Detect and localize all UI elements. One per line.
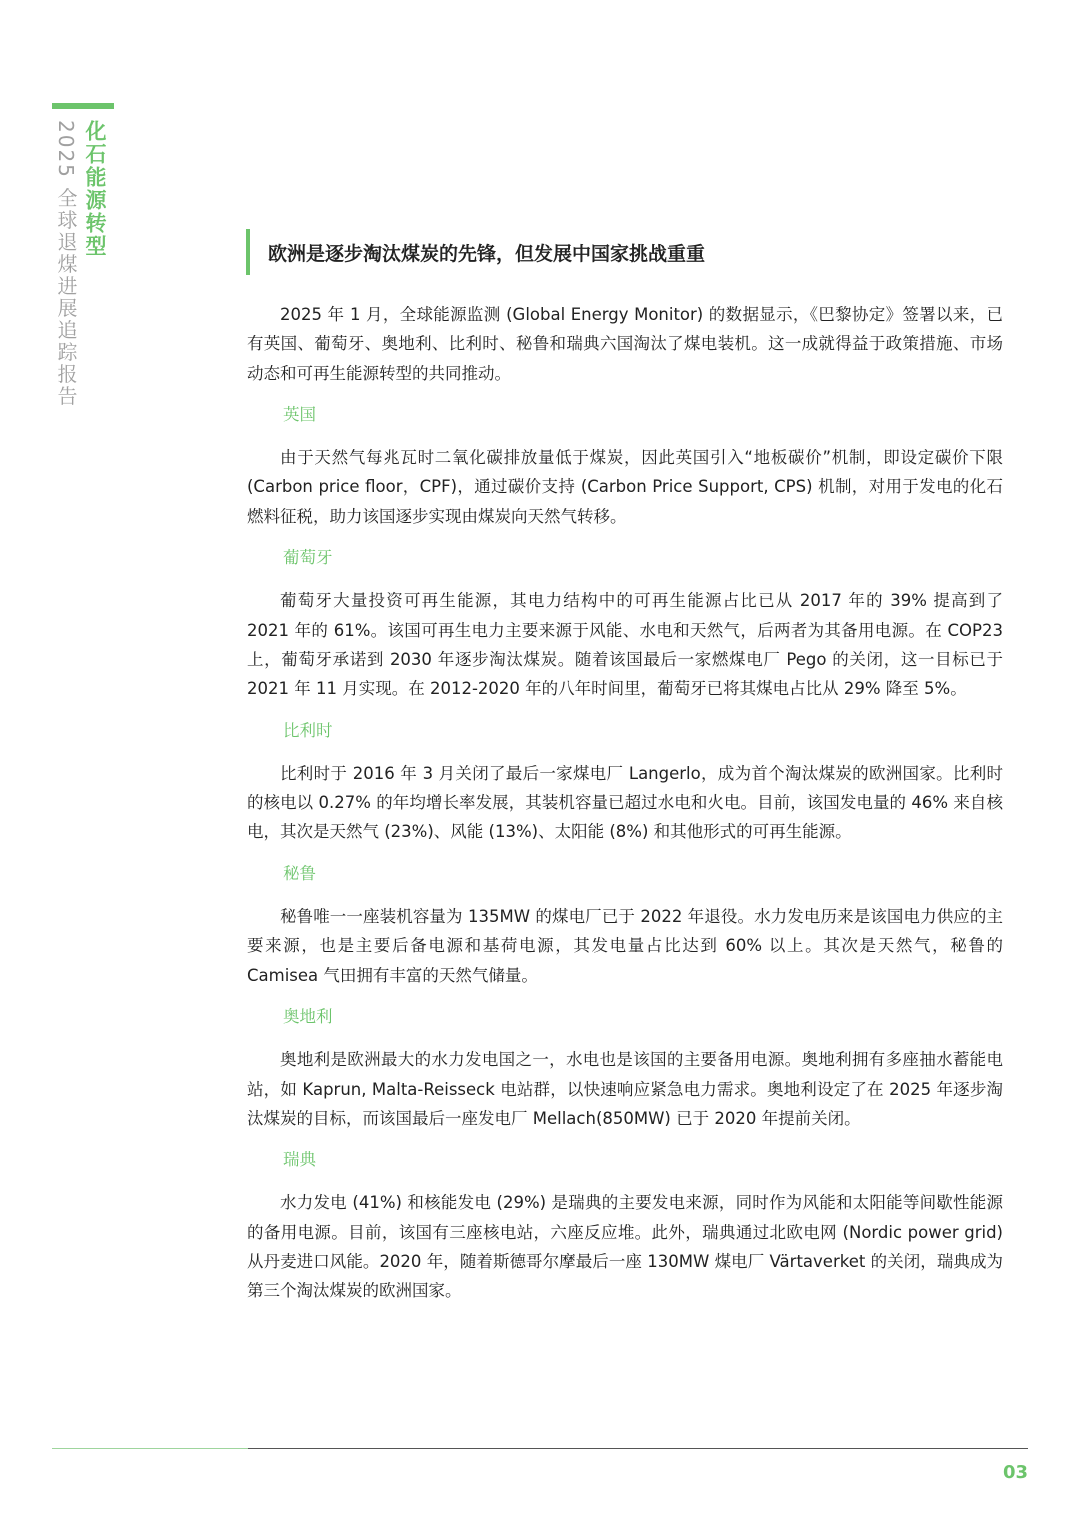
sidebar-report-title: 2025 全球退煤进展追踪报告 [54, 120, 78, 408]
section-heading: 欧洲是逐步淘汰煤炭的先锋，但发展中国家挑战重重 [246, 229, 705, 275]
country-paragraph-portugal: 葡萄牙大量投资可再生能源，其电力结构中的可再生能源占比已从 2017 年的 39% 提高到了 2021 年的 61%。该国可再生电力主要来源于风能、水电和天然气，后两者为其备用电源。在 COP23 上，葡萄牙承诺到 2030 年逐步淘汰煤炭。随着该国最后一家燃煤电厂 Pego 的关闭，这一目标已于 2021 年 11 月实现。在 2012-2020 年的八年时间里，葡萄牙已将其煤电占比从 29% 降至 5%。 [247, 591, 1003, 699]
sidebar-accent-bar [52, 103, 114, 109]
country-heading-austria: 奥地利 [283, 1006, 333, 1026]
country-heading-uk: 英国 [283, 404, 316, 424]
country-heading-portugal: 葡萄牙 [283, 548, 333, 568]
country-paragraph-peru: 秘鲁唯一一座装机容量为 135MW 的煤电厂已于 2022 年退役。水力发电历来是该国电力供应的主要来源，也是主要后备电源和基荷电源，其发电量占比达到 60% 以上。其次是天然气，秘鲁的 Camisea 气田拥有丰富的天然气储量。 [247, 907, 1003, 985]
article-body [247, 300, 1003, 1306]
country-paragraph-belgium: 比利时于 2016 年 3 月关闭了最后一家煤电厂 Langerlo，成为首个淘汰煤炭的欧洲国家。比利时的核电以 0.27% 的年均增长率发展，其装机容量已超过水电和火电。目前，该国发电量的 46% 来自核电，其次是天然气 (23%)、风能 (13%)、太阳能 (8%) 和其他形式的可再生能源。 [247, 763, 1003, 842]
country-paragraph-austria: 奥地利是欧洲最大的水力发电国之一，水电也是该国的主要备用电源。奥地利拥有多座抽水蓄能电站，如 Kaprun, Malta-Reisseck 电站群，以快速响应紧急电力需求。奥地利设定了在 2025 年逐步淘汰煤炭的目标，而该国最后一座发电厂 Mellach(850MW) 已于 2020 年提前关闭。 [247, 1050, 1003, 1128]
country-heading-peru: 秘鲁 [283, 863, 316, 883]
footer-divider [248, 1448, 1028, 1449]
intro-paragraph: 2025 年 1 月，全球能源监测 (Global Energy Monitor) 的数据显示，《巴黎协定》签署以来，已有英国、葡萄牙、奥地利、比利时、秘鲁和瑞典六国淘汰了煤电装机。这一成就得益于政策措施、市场动态和可再生能源转型的共同推动。 [247, 305, 1003, 383]
sidebar-section-title: 化石能源转型 [83, 120, 107, 258]
country-heading-sweden: 瑞典 [283, 1150, 316, 1170]
page-number: 03 [1002, 1462, 1028, 1483]
country-heading-belgium: 比利时 [283, 720, 333, 740]
footer-divider-accent [52, 1448, 248, 1449]
country-paragraph-uk: 由于天然气每兆瓦时二氧化碳排放量低于煤炭，因此英国引入“地板碳价”机制，即设定碳价下限 (Carbon price floor，CPF)，通过碳价支持 (Carbon Price Support, CPS) 机制，对用于发电的化石燃料征税，助力该国逐步实现由煤炭向天然气转移。 [247, 448, 1003, 526]
country-paragraph-sweden: 水力发电 (41%) 和核能发电 (29%) 是瑞典的主要发电来源，同时作为风能和太阳能等间歇性能源的备用电源。目前，该国有三座核电站，六座反应堆。此外，瑞典通过北欧电网 (Nordic power grid) 从丹麦进口风能。2020 年，随着斯德哥尔摩最后一座 130MW 煤电厂 Värtaverket 的关闭，瑞典成为第三个淘汰煤炭的欧洲国家。 [247, 1193, 1003, 1301]
